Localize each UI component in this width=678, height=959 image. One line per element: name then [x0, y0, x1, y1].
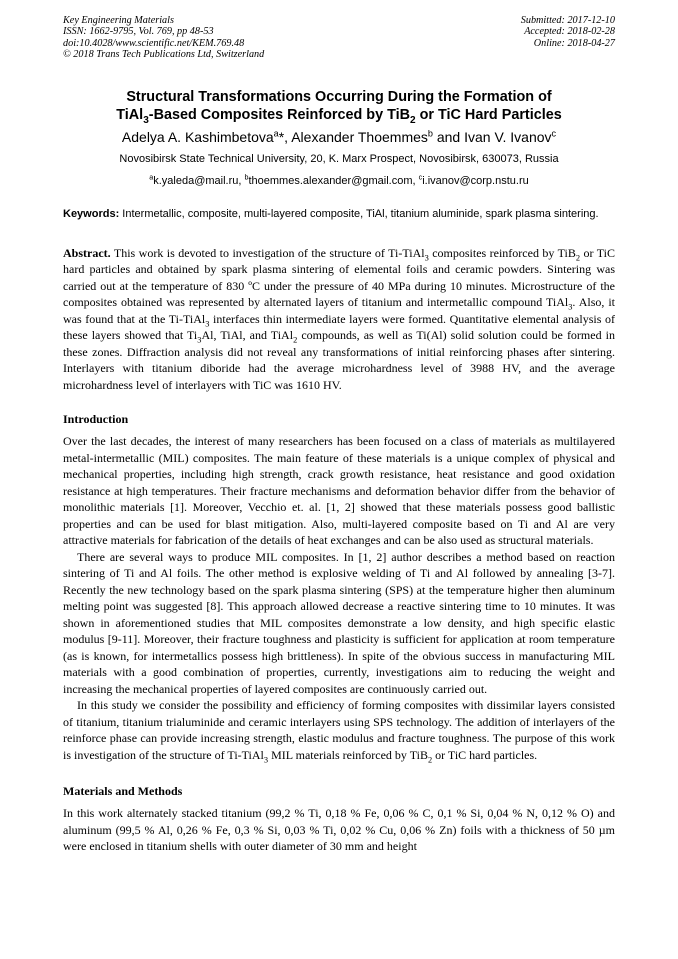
- keywords-label: Keywords:: [63, 207, 120, 220]
- journal-info: [63, 15, 264, 61]
- author-1-affil-mark: a: [273, 127, 279, 138]
- title-line-1: Structural Transformations Occurring During the Formation of: [126, 88, 552, 105]
- author-emails: [63, 174, 615, 188]
- abstract-text: compounds, as well as Ti(Al) solid solution could be formed in these zones. Diffraction analysis did not reveal any transformations of initial reinforcing phases after sintering. Interlayers with titanium diboride had the average microhardness level of 3988 HV, and the average microhardness level of interlayers with TiC was 1610 HV.: [63, 328, 615, 392]
- corresponding-author-mark: *,: [278, 128, 292, 145]
- journal-doi[interactable]: doi:10.4028/www.scientific.net/KEM.769.48: [63, 37, 245, 49]
- abstract-subscript: 3: [568, 302, 573, 312]
- section-heading-introduction: Introduction: [63, 412, 129, 427]
- intro-paragraph-3: [63, 697, 615, 763]
- email-mark: b: [244, 172, 249, 181]
- paragraph-text: or TiC hard particles.: [432, 747, 538, 762]
- date-submitted: Submitted: 2017-12-10: [520, 15, 615, 26]
- paper-title: [63, 88, 615, 124]
- intro-paragraph-2: There are several ways to produce MIL composites. In [1, 2] author describes a method based on reaction sintering of Ti and Al foils. The other method is explosive welding of Ti and Al followed by annealing [3-7]. Recently the new technology based on the spark plasma sintering (SPS) at the temperature higher then aluminum melting point was suggested [8]. This approach allowed decrease a reactive sintering time to 10 minutes. It was shown in aforementioned studies that MIL composites demonstrate a low density, and high specific elastic modulus [9-11]. Moreover, their fracture toughness and plasticity is sufficient for application at room temperature (as is known, for intermetallics possess high brittleness). In spite of the obvious success in manufacturing MIL materials with a good combination of properties, currently, investigations aim to reducing the weight and increasing the mechanical properties of layered composites are continuously carried out.: [63, 549, 615, 696]
- author-3-affil-mark: c: [551, 127, 557, 138]
- author-3: Ivan V. Ivanov: [464, 128, 552, 145]
- email-3[interactable]: i.ivanov@corp.nstu.ru: [422, 174, 529, 187]
- abstract-text: This work is devoted to investigation of the structure of Ti-TiAl: [110, 245, 425, 260]
- abstract-text: Al, TiAl, and TiAl: [201, 328, 294, 343]
- email-1[interactable]: k.yaleda@mail.ru,: [153, 174, 245, 187]
- author-1: Adelya A. Kashimbetova: [121, 128, 274, 145]
- abstract-text: composites reinforced by TiB: [428, 245, 576, 260]
- date-accepted: Accepted: 2018-02-28: [524, 26, 615, 38]
- journal-name: Key Engineering Materials: [63, 15, 174, 26]
- title-text: -Based Composites Reinforced by TiB: [148, 106, 411, 123]
- affiliation: Novosibirsk State Technical University, 20, K. Marx Prospect, Novosibirsk, 630073, Russia: [119, 152, 559, 165]
- author-separator: and: [432, 128, 465, 145]
- paragraph-text: In this study we consider the possibility and efficiency of forming composites with dissimilar layers consisted of titanium, titanium trialuminide and ceramic interlayers using SPS technology. The addition of interlayers of the reinforce phase can provide increasing strength, elastic modulus and fracture toughness. The purpose of this work is investigation of the structure of Ti-TiAl: [63, 698, 615, 762]
- abstract-label: Abstract.: [63, 245, 111, 260]
- paragraph-subscript: 2: [427, 755, 433, 765]
- section-heading-methods: Materials and Methods: [63, 784, 183, 799]
- keywords: [63, 207, 615, 222]
- date-online: Online: 2018-04-27: [533, 37, 615, 49]
- paper-page: [63, 15, 615, 855]
- title-subscript: 3: [143, 114, 149, 126]
- title-subscript: 2: [410, 114, 416, 126]
- abstract-text: or TiC hard particles and obtained by spark plasma sintering of elemental foils and ceramic powders. Sintering was carried out at the temperature of 830 ºC under the pressure of 40 MPa during 10 minutes. Microstructure of the composites obtained was represented by alternated layers of titanium and intermetallic compound TiAl: [63, 245, 615, 310]
- author-2: Alexander Thoemmes: [291, 128, 428, 145]
- keywords-text: Intermetallic, composite, multi-layered composite, TiAl, titanium aluminide, spark plasma sintering.: [119, 207, 599, 220]
- abstract-subscript: 2: [293, 335, 298, 345]
- abstract-subscript: 3: [424, 253, 429, 263]
- journal-header: [63, 15, 615, 61]
- journal-issn: ISSN: 1662-9795, Vol. 769, pp 48-53: [63, 26, 214, 38]
- title-text: or TiC Hard Particles: [415, 106, 562, 123]
- paragraph-subscript: 3: [263, 755, 269, 765]
- abstract: [63, 245, 615, 394]
- publication-dates: [521, 15, 615, 61]
- author-2-affil-mark: b: [427, 127, 433, 138]
- abstract-text: interfaces thin intermediate layers were formed. Quantitative elemental analysis of these layers showed that Ti: [63, 311, 615, 343]
- email-mark: c: [418, 172, 423, 181]
- email-2[interactable]: thoemmes.alexander@gmail.com,: [248, 174, 419, 187]
- email-mark: a: [149, 172, 154, 181]
- abstract-text: . Also, it was found that at the Ti-TiAl: [63, 295, 615, 326]
- abstract-subscript: 3: [197, 335, 202, 345]
- intro-paragraph-1: Over the last decades, the interest of many researchers has been focused on a class of materials as multilayered metal-intermetallic (MIL) composites. The main feature of these materials is a unique complex of physical and mechanical properties, including high strength, crack growth resistance, heat resistance and good oxidation resistance at high temperatures. Their fracture mechanisms and deformation behavior differ from the behavior of monolithic materials [1]. Moreover, Vecchio et. al. [1, 2] showed that these materials possess good ballistic properties and can be used for blast mitigation. Also, multi-layered composite based on Ti and Al are very attractive materials for fabrication of the details of heat exchanges and can be also used as structural materials.: [63, 434, 615, 548]
- abstract-subscript: 2: [575, 253, 581, 263]
- title-line-2: [63, 106, 615, 124]
- title-text: TiAl: [116, 106, 144, 123]
- journal-copyright: © 2018 Trans Tech Publications Ltd, Switzerland: [63, 49, 265, 61]
- methods-paragraph-1: In this work alternately stacked titanium (99,2 % Ti, 0,18 % Fe, 0,06 % C, 0,1 % Si, 0,04 % N, 0,12 % O) and aluminum (99,5 % Al, 0,26 % Fe, 0,3 % Si, 0,03 % Ti, 0,02 % Cu, 0,06 % Zn) foils with a thickness of 50 µm were enclosed in titanium shells with outer diameter of 30 mm and height: [63, 806, 615, 854]
- paragraph-text: MIL materials reinforced by TiB: [268, 747, 428, 762]
- author-list: [63, 128, 615, 146]
- abstract-subscript: 3: [205, 319, 210, 329]
